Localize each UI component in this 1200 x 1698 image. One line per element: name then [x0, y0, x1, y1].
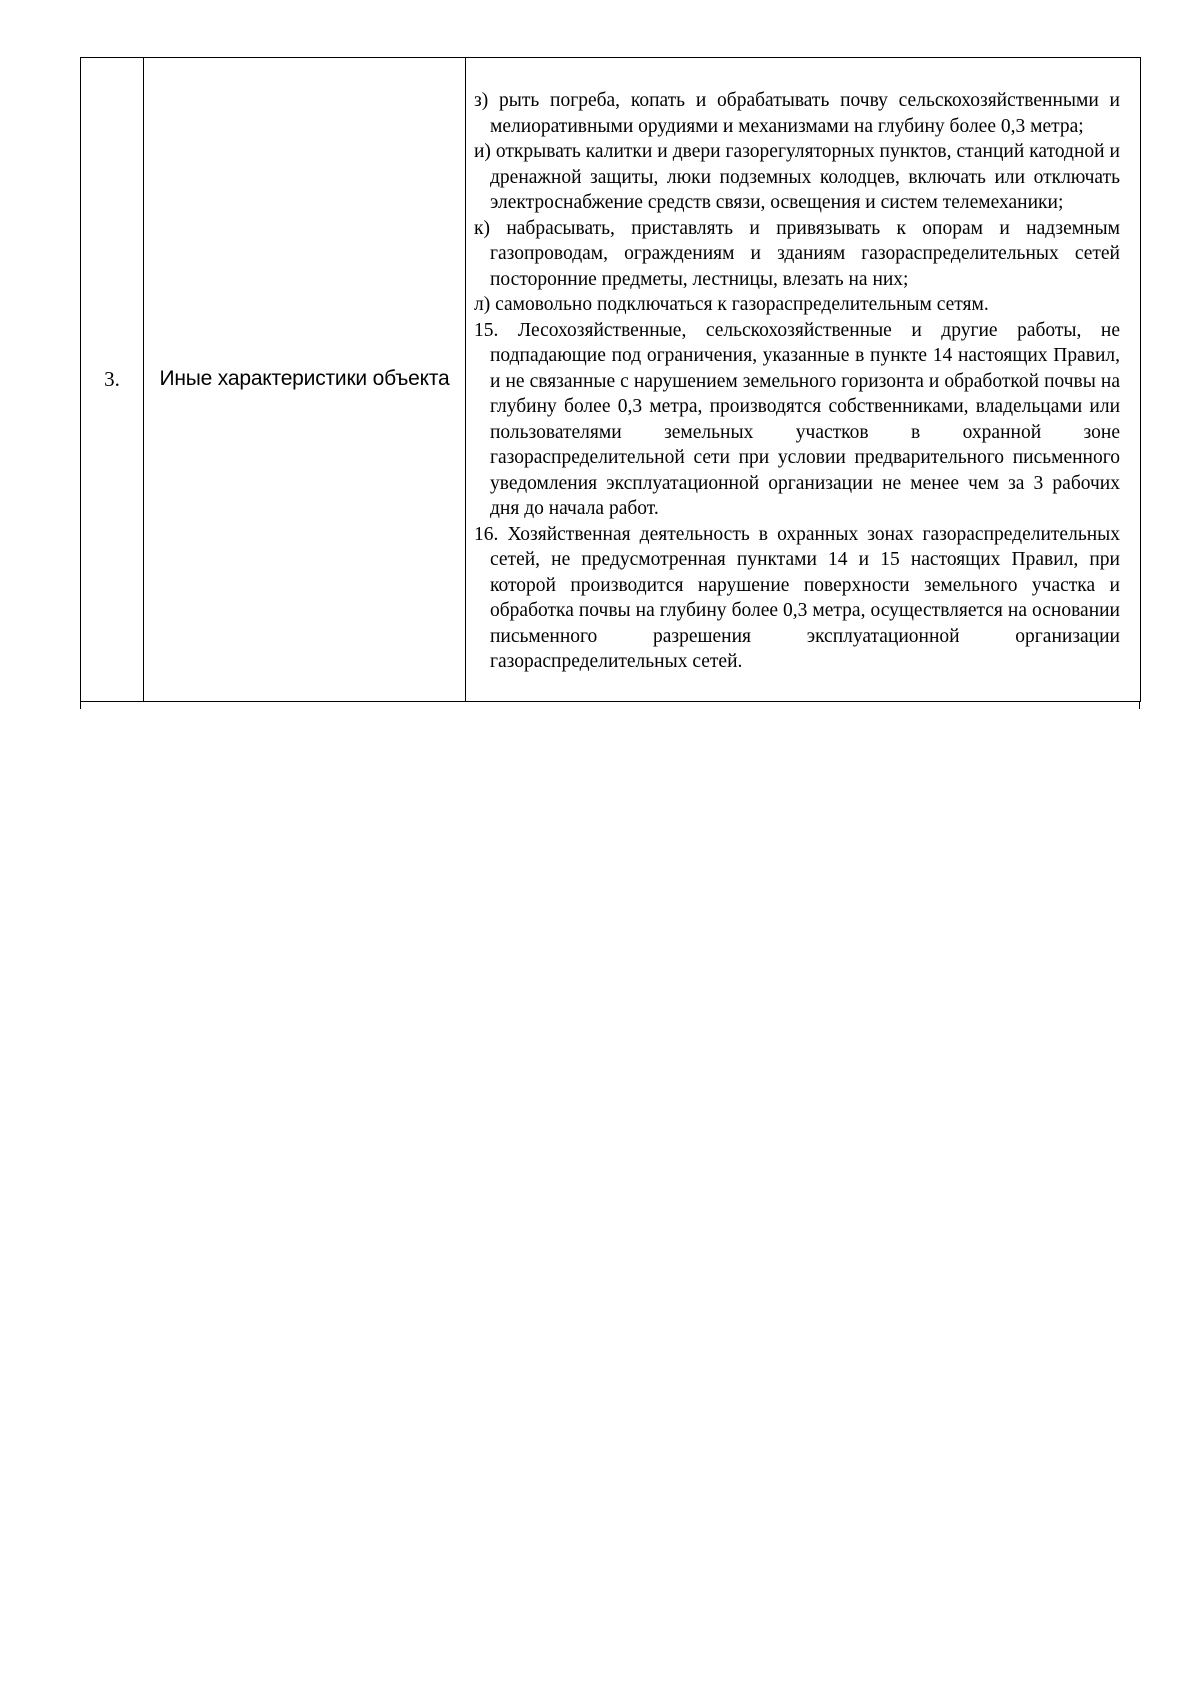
row-description: [466, 58, 1141, 702]
row-name: Иные характеристики объекта: [144, 58, 466, 702]
paragraph-15: 15. Лесохозяйственные, сельскохозяйственные и другие работы, не подпадающие под ограничения, указанные в пункте 14 настоящих Правил, и не связанные с нарушением земельного горизонта и обработкой почвы на глубину более 0,3 метра, производятся собственниками, владельцами или пользователями земельных участков в охранной зоне газораспределительной сети при условии предварительного письменного уведомления эксплуатационной организации не менее чем за 3 рабочих дня до начала работ.: [474, 319, 1120, 519]
row-number: 3.: [81, 58, 144, 702]
paragraph-k: к) набрасывать, приставлять и привязывать к опорам и надземным газопроводам, ограждениям и зданиям газораспределительных сетей посторонние предметы, лестницы, влезать на них;: [474, 217, 1120, 290]
table-continuation-border: [80, 701, 1140, 709]
paragraph-z: з) рыть погреба, копать и обрабатывать почву сельскохозяйственными и мелиоративными орудиями и механизмами на глубину более 0,3 метра;: [474, 90, 1120, 137]
paragraph-16: 16. Хозяйственная деятельность в охранных зонах газораспределительных сетей, не предусмотренная пунктами 14 и 15 настоящих Правил, при которой производится нарушение поверхности земельного участка и обработка почвы на глубину более 0,3 метра, осуществляется на основании письменного разрешения эксплуатационной организации газораспределительных сетей.: [474, 523, 1120, 672]
table-row: [81, 58, 1141, 702]
characteristics-table: [80, 57, 1141, 702]
paragraph-i: и) открывать калитки и двери газорегуляторных пунктов, станций катодной и дренажной защиты, люки подземных колодцев, включать или отключать электроснабжение средств связи, освещения и систем телемеханики;: [474, 141, 1120, 213]
paragraph-l: л) самовольно подключаться к газораспределительным сетям.: [474, 294, 989, 315]
